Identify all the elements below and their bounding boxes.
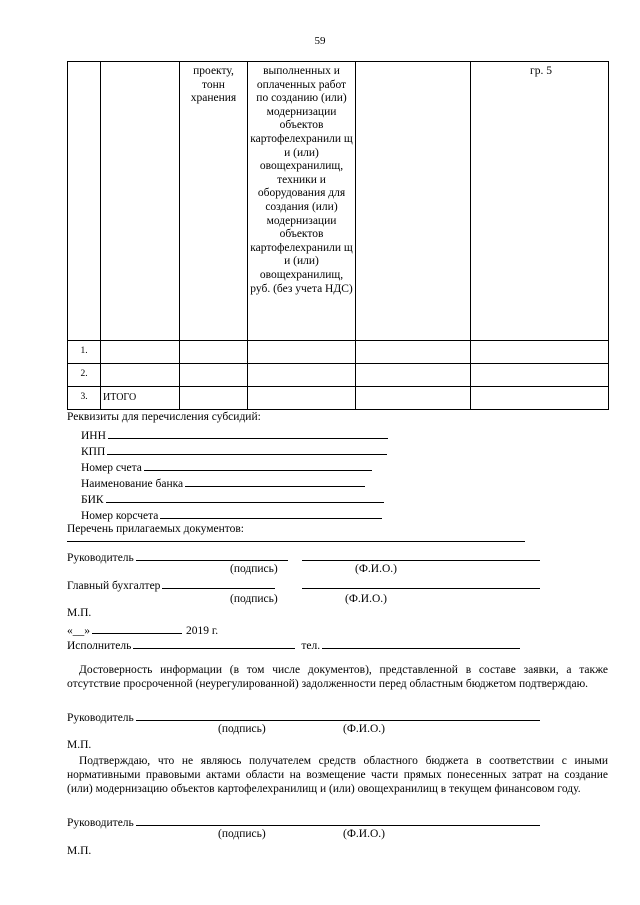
fio-caption: (Ф.И.О.): [343, 828, 385, 840]
head-label: Руководитель: [67, 552, 134, 564]
docs-heading: Перечень прилагаемых документов:: [67, 523, 245, 535]
date-year: 2019 г.: [186, 625, 219, 637]
bank-label: Наименование банка: [81, 478, 184, 490]
head-signature-line-3: [67, 815, 314, 831]
accountant-signature-field[interactable]: [162, 578, 275, 589]
account-line: [81, 460, 372, 476]
header-cell-1: [68, 62, 101, 341]
bik-field[interactable]: [106, 492, 384, 503]
inn-line: [81, 428, 388, 444]
page-number: 59: [314, 35, 326, 47]
table-cell: [248, 364, 356, 387]
kpp-field[interactable]: [107, 444, 387, 455]
paragraph-1-text: Достоверность информации (в том числе документов), представленной в составе заявки, а также отсутствие просроченной (неурегулированной) задолженности перед областным бюджетом подтверждаю.: [67, 664, 608, 691]
phone-label: тел.: [301, 640, 321, 652]
header-cell-2: [101, 62, 180, 341]
kpp-label: КПП: [81, 446, 106, 458]
header-cell-6: гр. 5: [471, 62, 609, 341]
date-month-field[interactable]: [92, 623, 182, 634]
accountant-line: [67, 578, 275, 594]
paragraph-confirmation: [67, 663, 608, 691]
table-cell: [180, 364, 248, 387]
head-signature-field[interactable]: [136, 710, 314, 721]
corr-account-label: Номер корсчета: [81, 510, 159, 522]
head-label: Руководитель: [67, 712, 134, 724]
head-signature-field[interactable]: [136, 550, 288, 561]
inn-label: ИНН: [81, 430, 106, 442]
table-cell: [180, 387, 248, 410]
table-cell: [248, 387, 356, 410]
corr-account-field[interactable]: [160, 508, 382, 519]
table-cell: [471, 364, 609, 387]
phone-field[interactable]: [322, 638, 520, 649]
table-cell: [248, 341, 356, 364]
accountant-fio-field[interactable]: [302, 588, 540, 589]
row-name: [101, 364, 180, 387]
row-name-total: ИТОГО: [101, 387, 180, 410]
header-cell-5: [356, 62, 471, 341]
table-header-row: [68, 62, 609, 341]
accountant-label: Главный бухгалтер: [67, 580, 161, 592]
executor-field[interactable]: [133, 638, 295, 649]
paragraph-2-text: Подтверждаю, что не являюсь получателем средств областного бюджета в соответствии с иными нормативными правовыми актами области на возмещение части прямых понесенных затрат на создание (или) модернизацию объектов картофелехранилищ и (или) овощехранилищ в текущем финансовом году.: [67, 755, 608, 796]
head-label: Руководитель: [67, 817, 134, 829]
row-number: 1.: [68, 341, 101, 364]
executor-line: [67, 638, 520, 654]
head-fio-field[interactable]: [302, 720, 540, 721]
paragraph-not-recipient: [67, 754, 608, 797]
bank-field[interactable]: [185, 476, 365, 487]
docs-field[interactable]: [67, 541, 525, 542]
table-cell: [471, 341, 609, 364]
head-signature-line-2: [67, 710, 314, 726]
row-number: 3.: [68, 387, 101, 410]
data-table: [67, 61, 609, 410]
header-cell-costs: выполненных и оплаченных работ по созданию (или) модернизации объектов картофелехранили щ и (или) овощехранилищ, техники и оборудования для создания (или) модернизации объектов картофелехранили щ и (или) овощехранилищ, руб. (без учета НДС): [248, 62, 356, 341]
inn-field[interactable]: [108, 428, 388, 439]
head-fio-field[interactable]: [302, 825, 540, 826]
fio-caption: (Ф.И.О.): [345, 593, 387, 605]
requisites-heading: Реквизиты для перечисления субсидий:: [67, 411, 261, 423]
fio-caption: (Ф.И.О.): [343, 723, 385, 735]
bik-line: [81, 492, 384, 508]
table-cell: [471, 387, 609, 410]
bank-line: [81, 476, 365, 492]
date-line: [67, 623, 218, 639]
table-row: [68, 387, 609, 410]
header-cell-capacity: проекту, тонн хранения: [180, 62, 248, 341]
table-cell: [356, 341, 471, 364]
head-signature-field[interactable]: [136, 815, 314, 826]
bik-label: БИК: [81, 494, 104, 506]
executor-label: Исполнитель: [67, 640, 132, 652]
table-cell: [356, 364, 471, 387]
signature-caption: (подпись): [230, 593, 278, 605]
kpp-line: [81, 444, 387, 460]
account-label: Номер счета: [81, 462, 142, 474]
row-name: [101, 341, 180, 364]
seal-label: М.П.: [67, 607, 92, 619]
corr-account-line: [81, 508, 382, 524]
row-number: 2.: [68, 364, 101, 387]
signature-caption: (подпись): [218, 723, 266, 735]
seal-label: М.П.: [67, 739, 92, 751]
signature-caption: (подпись): [218, 828, 266, 840]
head-fio-field[interactable]: [302, 560, 540, 561]
table-row: [68, 341, 609, 364]
fio-caption: (Ф.И.О.): [355, 563, 397, 575]
table-cell: [356, 387, 471, 410]
table-cell: [180, 341, 248, 364]
account-field[interactable]: [144, 460, 372, 471]
seal-label: М.П.: [67, 845, 92, 857]
signature-caption: (подпись): [230, 563, 278, 575]
table-row: [68, 364, 609, 387]
date-day: «__»: [67, 625, 90, 637]
